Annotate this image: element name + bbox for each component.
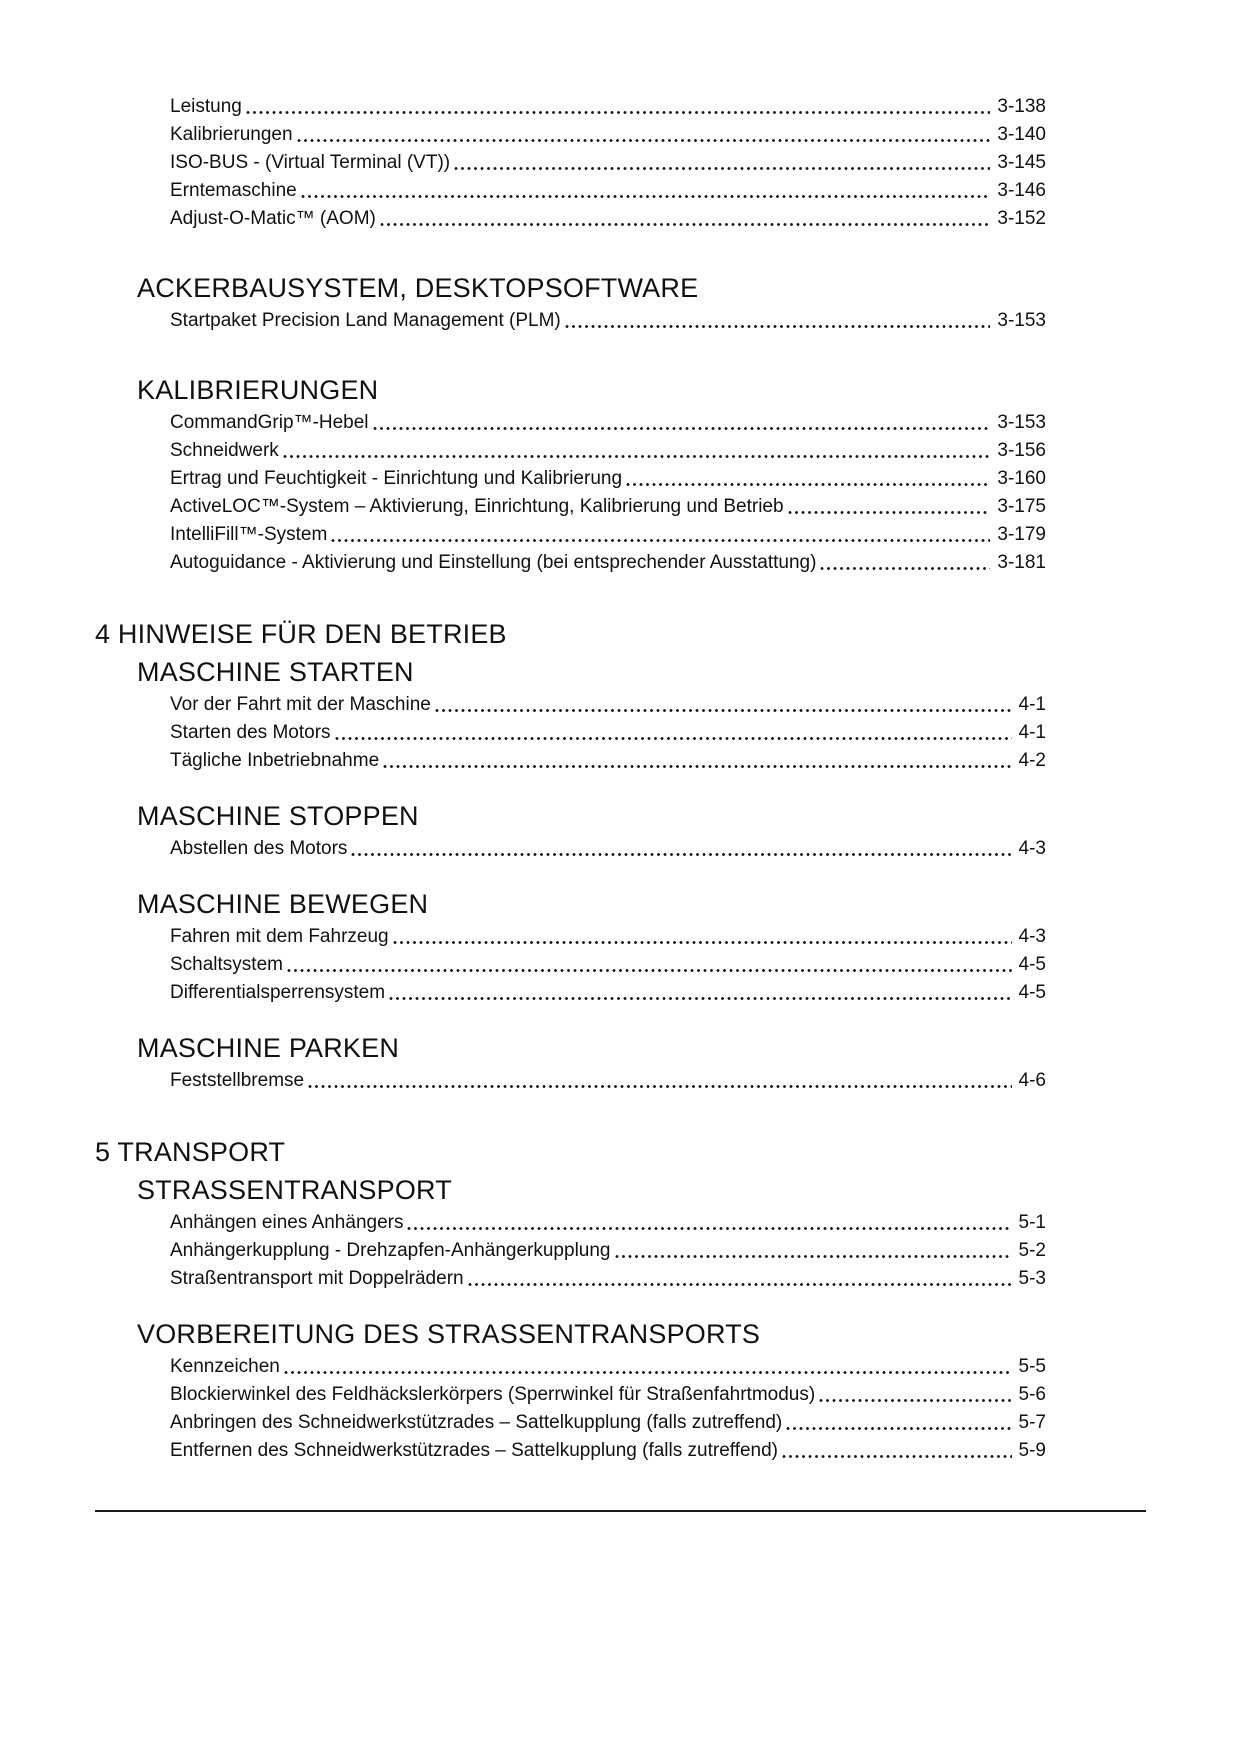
toc-entry-title: Vor der Fahrt mit der Maschine: [170, 694, 431, 715]
toc-section-maschine-bewegen: [95, 887, 1146, 1007]
toc-entry-title: ActiveLOC™-System – Aktivierung, Einrichtung, Kalibrierung und Betrieb: [170, 496, 784, 517]
toc-entry-page: 4-1: [1018, 694, 1046, 715]
toc-entry: [170, 719, 1046, 747]
dot-leader: [453, 149, 990, 177]
toc-entry: [170, 747, 1046, 775]
toc-section-maschine-starten: [95, 655, 1146, 775]
dot-leader: [379, 205, 991, 233]
dot-leader: [467, 1265, 1012, 1293]
section-heading-maschine-bewegen: MASCHINE BEWEGEN: [137, 889, 429, 919]
toc-entry-page: 3-153: [997, 310, 1046, 331]
toc-entry: [170, 149, 1046, 177]
toc-entry-title: Abstellen des Motors: [170, 838, 348, 859]
toc-entry-page: 3-181: [997, 552, 1046, 573]
toc-entry: [170, 1237, 1046, 1265]
dot-leader: [787, 493, 991, 521]
toc-entry-title: Fahren mit dem Fahrzeug: [170, 926, 389, 947]
toc-entry-title: Kennzeichen: [170, 1356, 280, 1377]
toc-entry: [170, 307, 1046, 335]
toc-chapter-5: [95, 1135, 1146, 1465]
section-heading-strassentransport: STRASSENTRANSPORT: [137, 1175, 452, 1205]
toc-entry-page: 4-3: [1018, 838, 1046, 859]
toc-entry: [170, 1209, 1046, 1237]
toc-entry-title: Autoguidance - Aktivierung und Einstellung (bei entsprechender Ausstattung): [170, 552, 817, 573]
toc-entry-page: 3-146: [997, 180, 1046, 201]
toc-entry: [170, 93, 1046, 121]
section-heading-maschine-parken: MASCHINE PARKEN: [137, 1033, 400, 1063]
toc-entry: [170, 923, 1046, 951]
toc-entry-title: Ertrag und Feuchtigkeit - Einrichtung und Kalibrierung: [170, 468, 623, 489]
toc-entry-title: Feststellbremse: [170, 1070, 305, 1091]
chapter-4-heading: 4 HINWEISE FÜR DEN BETRIEB: [95, 619, 507, 649]
toc-entry-page: 3-179: [997, 524, 1046, 545]
dot-leader: [818, 1381, 1011, 1409]
toc-entry: [170, 493, 1046, 521]
toc-entry-title: Blockierwinkel des Feldhäckslerkörpers (Sperrwinkel für Straßenfahrtmodus): [170, 1384, 816, 1405]
toc-entry-title: IntelliFill™-System: [170, 524, 328, 545]
toc-section-maschine-stoppen: [95, 799, 1146, 863]
dot-leader: [283, 1353, 1012, 1381]
toc-entry: [170, 691, 1046, 719]
dot-leader: [286, 951, 1012, 979]
toc-entry-page: 4-6: [1018, 1070, 1046, 1091]
toc-entry-title: Anhängerkupplung - Drehzapfen-Anhängerkupplung: [170, 1240, 611, 1261]
toc-entry-page: 5-2: [1018, 1240, 1046, 1261]
toc-chapter-4: [95, 617, 1146, 1095]
toc-section-strassentransport: [95, 1173, 1146, 1293]
dot-leader: [406, 1209, 1011, 1237]
section-heading-vorbereitung-strassentransport: VORBEREITUNG DES STRASSENTRANSPORTS: [137, 1319, 761, 1349]
toc-entry-page: 3-145: [997, 152, 1046, 173]
toc-entry-title: Entfernen des Schneidwerkstützrades – Sattelkupplung (falls zutreffend): [170, 1440, 778, 1461]
dot-leader: [382, 747, 1011, 775]
toc-entry-title: ISO-BUS - (Virtual Terminal (VT)): [170, 152, 451, 173]
dot-leader: [781, 1437, 1012, 1465]
toc-entry: [170, 121, 1046, 149]
toc-section-kalibrierungen: [95, 373, 1146, 577]
dot-leader: [296, 121, 991, 149]
dot-leader: [819, 549, 990, 577]
toc-entry: [170, 177, 1046, 205]
dot-leader: [614, 1237, 1012, 1265]
toc-entry-page: 3-138: [997, 96, 1046, 117]
toc-entry: [170, 1265, 1046, 1293]
toc-entry-title: Leistung: [170, 96, 242, 117]
dot-leader: [564, 307, 991, 335]
toc-entry: [170, 465, 1046, 493]
toc-entry-page: 3-153: [997, 412, 1046, 433]
section-heading-maschine-stoppen: MASCHINE STOPPEN: [137, 801, 419, 831]
toc-entry-page: 3-175: [997, 496, 1046, 517]
toc-entry: [170, 1067, 1046, 1095]
toc-section-maschine-parken: [95, 1031, 1146, 1095]
toc-entry: [170, 409, 1046, 437]
toc-entry-page: 5-9: [1018, 1440, 1046, 1461]
toc-entry-page: 4-5: [1018, 954, 1046, 975]
dot-leader: [372, 409, 991, 437]
toc-entry-page: 3-160: [997, 468, 1046, 489]
toc-entry-page: 3-152: [997, 208, 1046, 229]
dot-leader: [330, 521, 990, 549]
toc-entry: [170, 437, 1046, 465]
toc-section-ackerbausystem: [95, 271, 1146, 335]
toc-entry-title: Schaltsystem: [170, 954, 283, 975]
dot-leader: [334, 719, 1012, 747]
toc-entry-title: Anbringen des Schneidwerkstützrades – Sattelkupplung (falls zutreffend): [170, 1412, 783, 1433]
dot-leader: [307, 1067, 1011, 1095]
dot-leader: [625, 465, 990, 493]
toc-entry-title: Differentialsperrensystem: [170, 982, 386, 1003]
toc-entry-page: 3-140: [997, 124, 1046, 145]
toc-entry: [170, 549, 1046, 577]
toc-entry-title: Schneidwerk: [170, 440, 279, 461]
toc-entry-page: 3-156: [997, 440, 1046, 461]
dot-leader: [350, 835, 1011, 863]
toc-entry-page: 5-6: [1018, 1384, 1046, 1405]
toc-entry: [170, 521, 1046, 549]
toc-entry: [170, 205, 1046, 233]
toc-entry-title: Anhängen eines Anhängers: [170, 1212, 404, 1233]
toc-entry: [170, 951, 1046, 979]
section-heading-maschine-starten: MASCHINE STARTEN: [137, 657, 414, 687]
dot-leader: [785, 1409, 1011, 1437]
chapter-5-heading: 5 TRANSPORT: [95, 1137, 286, 1167]
toc-entry: [170, 1409, 1046, 1437]
toc-entry: [170, 1381, 1046, 1409]
toc-entry-page: 5-1: [1018, 1212, 1046, 1233]
toc-entry-title: Erntemaschine: [170, 180, 297, 201]
toc-entry-title: Tägliche Inbetriebnahme: [170, 750, 380, 771]
bottom-rule: [95, 1510, 1146, 1512]
toc-entry-page: 5-7: [1018, 1412, 1046, 1433]
dot-leader: [388, 979, 1011, 1007]
toc-entry: [170, 1353, 1046, 1381]
toc-entry-page: 4-5: [1018, 982, 1046, 1003]
dot-leader: [434, 691, 1012, 719]
toc-entry-page: 5-3: [1018, 1268, 1046, 1289]
dot-leader: [392, 923, 1012, 951]
toc-section-vorbereitung-strassentransport: [95, 1317, 1146, 1465]
toc-entry-title: CommandGrip™-Hebel: [170, 412, 369, 433]
dot-leader: [282, 437, 991, 465]
toc-entry-title: Startpaket Precision Land Management (PLM): [170, 310, 561, 331]
toc-entry-title: Starten des Motors: [170, 722, 331, 743]
dot-leader: [300, 177, 991, 205]
toc-entry-page: 5-5: [1018, 1356, 1046, 1377]
section-heading-kalibrierungen: KALIBRIERUNGEN: [137, 375, 379, 405]
toc-entry-title: Kalibrierungen: [170, 124, 293, 145]
toc-entry-page: 4-2: [1018, 750, 1046, 771]
toc-entry-title: Straßentransport mit Doppelrädern: [170, 1268, 464, 1289]
toc-entry-page: 4-3: [1018, 926, 1046, 947]
toc-entry: [170, 1437, 1046, 1465]
toc-entry: [170, 835, 1046, 863]
toc-continuation-group: [95, 93, 1146, 233]
toc-entry-page: 4-1: [1018, 722, 1046, 743]
toc-entry-title: Adjust-O-Matic™ (AOM): [170, 208, 376, 229]
toc-entry: [170, 979, 1046, 1007]
section-heading-ackerbausystem: ACKERBAUSYSTEM, DESKTOPSOFTWARE: [137, 273, 699, 303]
dot-leader: [245, 93, 991, 121]
